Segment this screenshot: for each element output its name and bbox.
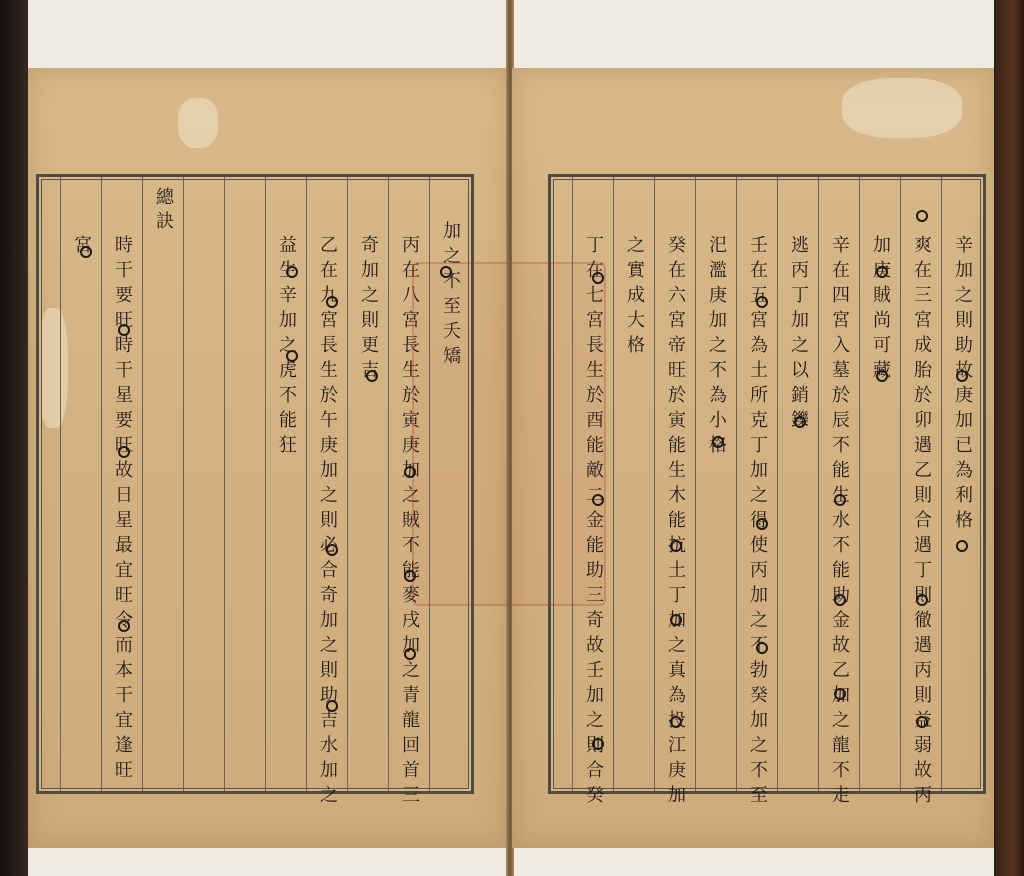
column-text: 逃丙丁加之以銷鑠 <box>788 235 809 435</box>
text-column <box>654 177 695 810</box>
book-edge-right <box>996 0 1024 876</box>
text-column <box>736 177 777 810</box>
text-column <box>347 177 388 791</box>
punctuation-circle-mark <box>118 324 130 336</box>
column-text: 奇加之則更吉 <box>358 235 379 385</box>
top-paper-margin-left <box>28 0 506 72</box>
column-text: 加之不至夭矯 <box>440 221 461 371</box>
punctuation-circle-mark <box>366 370 378 382</box>
punctuation-circle-mark <box>286 266 298 278</box>
bottom-paper-margin-right <box>514 846 994 876</box>
punctuation-circle-mark <box>834 494 846 506</box>
column-text: 之實成大格 <box>624 235 645 360</box>
punctuation-circle-mark <box>592 494 604 506</box>
top-paper-margin-right <box>514 0 994 72</box>
faded-seal-stamp <box>412 262 606 606</box>
punctuation-circle-mark <box>876 370 888 382</box>
left-text-frame <box>36 174 474 810</box>
paper-stain <box>178 98 218 148</box>
text-column <box>941 177 982 791</box>
column-text: 乙在九宮長生於午庚加之則必合奇加之則助吉水加之 <box>317 235 338 810</box>
punctuation-circle-mark <box>118 446 130 458</box>
text-column <box>900 177 941 810</box>
punctuation-circle-mark <box>80 246 92 258</box>
punctuation-circle-mark <box>794 416 806 428</box>
punctuation-circle-mark <box>326 700 338 712</box>
text-column <box>183 177 224 791</box>
punctuation-circle-mark <box>118 620 130 632</box>
punctuation-circle-mark <box>956 370 968 382</box>
column-text: 加庚賊尚可藏 <box>870 235 891 385</box>
book-edge-left <box>0 0 30 876</box>
column-text: 丁在七宮長生於酉能敵二金能助三奇故壬加之則合癸 <box>583 235 604 810</box>
punctuation-circle-mark <box>404 648 416 660</box>
punctuation-circle-mark <box>756 642 768 654</box>
punctuation-circle-mark <box>916 210 928 222</box>
bottom-paper-margin-left <box>28 846 506 876</box>
text-column <box>306 177 347 810</box>
punctuation-circle-mark <box>876 266 888 278</box>
punctuation-circle-mark <box>286 350 298 362</box>
text-column <box>777 177 818 791</box>
text-column <box>613 177 654 791</box>
punctuation-circle-mark <box>956 540 968 552</box>
text-column <box>60 177 101 791</box>
column-text: 癸在六宮帝旺於寅能生木能抗土丁加之真為投江庚加 <box>665 235 686 810</box>
text-column <box>101 177 142 791</box>
punctuation-circle-mark <box>326 544 338 556</box>
punctuation-circle-mark <box>756 296 768 308</box>
punctuation-circle-mark <box>834 594 846 606</box>
punctuation-circle-mark <box>670 540 682 552</box>
column-text: 時干要旺時干星要旺故日星最宜旺令而本干宜逢旺 <box>112 235 133 785</box>
punctuation-circle-mark <box>670 716 682 728</box>
column-text: 丙在八宮長生於寅庚加之賊不能麥戌加之青龍回首三 <box>399 235 420 810</box>
text-column <box>142 177 183 791</box>
punctuation-circle-mark <box>756 518 768 530</box>
punctuation-circle-mark <box>404 466 416 478</box>
column-text: 爽在三宮成胎於卯遇乙則合遇丁則徹遇丙則益弱故丙 <box>911 235 932 810</box>
column-text: 汜濫庚加之不為小格 <box>706 235 727 460</box>
punctuation-circle-mark <box>712 436 724 448</box>
text-column <box>695 177 736 791</box>
column-text: 辛在四宮入墓於辰不能生水不能助金故乙加之龍不走 <box>829 235 850 810</box>
punctuation-circle-mark <box>592 738 604 750</box>
punctuation-circle-mark <box>916 716 928 728</box>
column-text: 益生辛加之虎不能狂 <box>276 235 297 460</box>
column-text: 辛加之則助故庚加已為利格 <box>952 235 973 535</box>
punctuation-circle-mark <box>404 570 416 582</box>
paper-stain <box>842 78 962 138</box>
punctuation-circle-mark <box>326 296 338 308</box>
punctuation-circle-mark <box>440 266 452 278</box>
punctuation-circle-mark <box>670 614 682 626</box>
punctuation-circle-mark <box>592 272 604 284</box>
punctuation-circle-mark <box>834 688 846 700</box>
section-title: 總訣 <box>153 187 174 235</box>
right-text-frame <box>548 174 986 810</box>
text-column <box>224 177 265 791</box>
punctuation-circle-mark <box>916 594 928 606</box>
column-text: 壬在五宮為土所克丁加之得使丙加之不勃癸加之不至 <box>747 235 768 810</box>
column-text: 宮 <box>71 235 92 260</box>
